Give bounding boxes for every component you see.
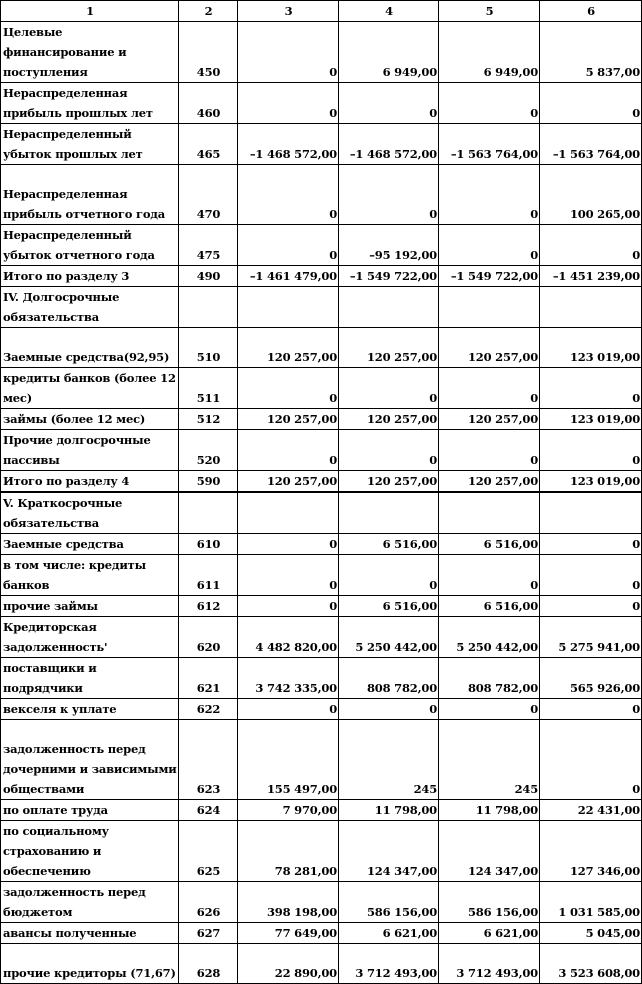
value-col-3: 120 257,00 xyxy=(238,409,339,430)
row-code: 590 xyxy=(179,471,238,493)
table-row xyxy=(1,266,642,287)
value-col-5: –1 563 764,00 xyxy=(439,124,540,165)
row-code: 465 xyxy=(179,124,238,165)
value-col-5: –1 549 722,00 xyxy=(439,266,540,287)
table-row xyxy=(1,821,642,882)
value-col-3: 22 890,00 xyxy=(238,944,339,984)
value-col-6 xyxy=(540,287,642,328)
table-row xyxy=(1,617,642,658)
value-col-4: 0 xyxy=(339,83,439,124)
value-col-5: 3 712 493,00 xyxy=(439,944,540,984)
value-col-4: 124 347,00 xyxy=(339,821,439,882)
table-row xyxy=(1,596,642,617)
value-col-6: 0 xyxy=(540,83,642,124)
value-col-4: 6 949,00 xyxy=(339,22,439,83)
row-code: 612 xyxy=(179,596,238,617)
value-col-5: 0 xyxy=(439,555,540,596)
table-row xyxy=(1,287,642,328)
value-col-4: –95 192,00 xyxy=(339,225,439,266)
value-col-3: 0 xyxy=(238,83,339,124)
row-name: прочие кредиторы (71,67) xyxy=(1,944,179,984)
value-col-6: 123 019,00 xyxy=(540,409,642,430)
row-name: Нераспределенный убыток прошлых лет xyxy=(1,124,179,165)
value-col-5: 120 257,00 xyxy=(439,328,540,368)
table-row xyxy=(1,430,642,471)
row-code: 511 xyxy=(179,368,238,409)
row-code: 520 xyxy=(179,430,238,471)
value-col-3: –1 468 572,00 xyxy=(238,124,339,165)
header-cell: 4 xyxy=(339,1,439,22)
row-code: 450 xyxy=(179,22,238,83)
value-col-6: 0 xyxy=(540,225,642,266)
row-name: авансы полученные xyxy=(1,923,179,944)
value-col-3: 120 257,00 xyxy=(238,328,339,368)
table-row xyxy=(1,225,642,266)
table-row xyxy=(1,944,642,984)
row-code: 622 xyxy=(179,699,238,720)
value-col-3: 77 649,00 xyxy=(238,923,339,944)
value-col-4: 586 156,00 xyxy=(339,882,439,923)
row-code xyxy=(179,492,238,534)
value-col-6: 565 926,00 xyxy=(540,658,642,699)
value-col-5: 586 156,00 xyxy=(439,882,540,923)
row-name: Нераспределенная прибыль отчетного года xyxy=(1,165,179,225)
value-col-5: 0 xyxy=(439,83,540,124)
value-col-5: 124 347,00 xyxy=(439,821,540,882)
value-col-6: 0 xyxy=(540,555,642,596)
value-col-5 xyxy=(439,492,540,534)
row-code: 625 xyxy=(179,821,238,882)
table-row xyxy=(1,409,642,430)
value-col-4: 6 516,00 xyxy=(339,596,439,617)
value-col-6: 22 431,00 xyxy=(540,800,642,821)
value-col-4: 120 257,00 xyxy=(339,328,439,368)
value-col-5: 6 949,00 xyxy=(439,22,540,83)
row-name: в том числе: кредиты банков xyxy=(1,555,179,596)
table-row xyxy=(1,83,642,124)
value-col-3: 7 970,00 xyxy=(238,800,339,821)
header-cell: 3 xyxy=(238,1,339,22)
value-col-4: 6 516,00 xyxy=(339,534,439,555)
value-col-4: 120 257,00 xyxy=(339,471,439,493)
value-col-5: 0 xyxy=(439,699,540,720)
value-col-4 xyxy=(339,492,439,534)
value-col-4: –1 549 722,00 xyxy=(339,266,439,287)
table-row xyxy=(1,22,642,83)
row-name: Целевые финансирование и поступления xyxy=(1,22,179,83)
value-col-4: 245 xyxy=(339,720,439,800)
table-row xyxy=(1,923,642,944)
row-name: прочие займы xyxy=(1,596,179,617)
row-name: кредиты банков (более 12 мес) xyxy=(1,368,179,409)
table-row xyxy=(1,165,642,225)
row-code: 610 xyxy=(179,534,238,555)
value-col-3: 3 742 335,00 xyxy=(238,658,339,699)
row-name: векселя к уплате xyxy=(1,699,179,720)
value-col-6: 127 346,00 xyxy=(540,821,642,882)
value-col-6: 0 xyxy=(540,430,642,471)
table-row xyxy=(1,534,642,555)
value-col-4: 0 xyxy=(339,368,439,409)
row-name: Заемные средства xyxy=(1,534,179,555)
value-col-4: 0 xyxy=(339,165,439,225)
row-name: Кредиторская задолженность' xyxy=(1,617,179,658)
value-col-6: 0 xyxy=(540,368,642,409)
value-col-3: 0 xyxy=(238,368,339,409)
value-col-3: 0 xyxy=(238,596,339,617)
value-col-6: 0 xyxy=(540,534,642,555)
table-row xyxy=(1,368,642,409)
table-row xyxy=(1,492,642,534)
row-code: 623 xyxy=(179,720,238,800)
value-col-5: 808 782,00 xyxy=(439,658,540,699)
table-row xyxy=(1,800,642,821)
table-row xyxy=(1,699,642,720)
value-col-5: 245 xyxy=(439,720,540,800)
row-code: 510 xyxy=(179,328,238,368)
value-col-6: 5 275 941,00 xyxy=(540,617,642,658)
value-col-4 xyxy=(339,287,439,328)
value-col-5: 120 257,00 xyxy=(439,409,540,430)
value-col-5: 0 xyxy=(439,368,540,409)
value-col-6 xyxy=(540,492,642,534)
value-col-4: 5 250 442,00 xyxy=(339,617,439,658)
row-name: V. Краткосрочные обязательства xyxy=(1,492,179,534)
value-col-3: 78 281,00 xyxy=(238,821,339,882)
row-code: 490 xyxy=(179,266,238,287)
row-code: 475 xyxy=(179,225,238,266)
header-cell: 5 xyxy=(439,1,540,22)
value-col-3: 398 198,00 xyxy=(238,882,339,923)
row-code: 470 xyxy=(179,165,238,225)
value-col-5: 6 516,00 xyxy=(439,596,540,617)
table-row xyxy=(1,124,642,165)
row-name: займы (более 12 мес) xyxy=(1,409,179,430)
value-col-6: 123 019,00 xyxy=(540,328,642,368)
value-col-3: –1 461 479,00 xyxy=(238,266,339,287)
value-col-6: 1 031 585,00 xyxy=(540,882,642,923)
row-code: 621 xyxy=(179,658,238,699)
value-col-3 xyxy=(238,287,339,328)
value-col-3: 0 xyxy=(238,430,339,471)
value-col-6: 0 xyxy=(540,720,642,800)
value-col-3: 0 xyxy=(238,225,339,266)
row-name: задолженность перед бюджетом xyxy=(1,882,179,923)
value-col-5 xyxy=(439,287,540,328)
value-col-5: 11 798,00 xyxy=(439,800,540,821)
value-col-3: 0 xyxy=(238,555,339,596)
row-name: Итого по разделу 3 xyxy=(1,266,179,287)
value-col-6: 0 xyxy=(540,596,642,617)
header-cell: 2 xyxy=(179,1,238,22)
table-row xyxy=(1,471,642,493)
row-code: 620 xyxy=(179,617,238,658)
value-col-6: 5 045,00 xyxy=(540,923,642,944)
row-code: 627 xyxy=(179,923,238,944)
value-col-5: 120 257,00 xyxy=(439,471,540,493)
value-col-6: 5 837,00 xyxy=(540,22,642,83)
row-name: по социальному страхованию и обеспечению xyxy=(1,821,179,882)
value-col-3: 0 xyxy=(238,699,339,720)
value-col-3: 0 xyxy=(238,534,339,555)
table-row xyxy=(1,720,642,800)
value-col-6: 0 xyxy=(540,699,642,720)
value-col-5: 6 516,00 xyxy=(439,534,540,555)
value-col-5: 6 621,00 xyxy=(439,923,540,944)
row-name: Нераспределенный убыток отчетного года xyxy=(1,225,179,266)
value-col-5: 0 xyxy=(439,225,540,266)
row-name: задолженность перед дочерними и зависимыми обществами xyxy=(1,720,179,800)
value-col-4: 808 782,00 xyxy=(339,658,439,699)
value-col-5: 0 xyxy=(439,165,540,225)
row-name: Нераспределенная прибыль прошлых лет xyxy=(1,83,179,124)
value-col-5: 0 xyxy=(439,430,540,471)
row-code: 628 xyxy=(179,944,238,984)
value-col-3: 155 497,00 xyxy=(238,720,339,800)
header-cell: 6 xyxy=(540,1,642,22)
value-col-3: 0 xyxy=(238,22,339,83)
value-col-6: –1 451 239,00 xyxy=(540,266,642,287)
value-col-4: 0 xyxy=(339,555,439,596)
value-col-4: –1 468 572,00 xyxy=(339,124,439,165)
value-col-4: 120 257,00 xyxy=(339,409,439,430)
header-cell: 1 xyxy=(1,1,179,22)
row-code: 611 xyxy=(179,555,238,596)
value-col-5: 5 250 442,00 xyxy=(439,617,540,658)
value-col-3: 0 xyxy=(238,165,339,225)
value-col-3 xyxy=(238,492,339,534)
row-code: 626 xyxy=(179,882,238,923)
table-body xyxy=(1,22,642,984)
value-col-4: 0 xyxy=(339,699,439,720)
table-row xyxy=(1,658,642,699)
value-col-4: 6 621,00 xyxy=(339,923,439,944)
value-col-4: 0 xyxy=(339,430,439,471)
row-code: 460 xyxy=(179,83,238,124)
table-row xyxy=(1,328,642,368)
row-name: поставщики и подрядчики xyxy=(1,658,179,699)
table-row xyxy=(1,882,642,923)
row-name: Итого по разделу 4 xyxy=(1,471,179,493)
value-col-4: 11 798,00 xyxy=(339,800,439,821)
row-name: Заемные средства(92,95) xyxy=(1,328,179,368)
value-col-3: 120 257,00 xyxy=(238,471,339,493)
row-name: Прочие долгосрочные пассивы xyxy=(1,430,179,471)
table-row xyxy=(1,555,642,596)
row-name: IV. Долгосрочные обязательства xyxy=(1,287,179,328)
value-col-6: 123 019,00 xyxy=(540,471,642,493)
row-code: 512 xyxy=(179,409,238,430)
header-row xyxy=(1,1,642,22)
value-col-4: 3 712 493,00 xyxy=(339,944,439,984)
value-col-6: –1 563 764,00 xyxy=(540,124,642,165)
row-name: по оплате труда xyxy=(1,800,179,821)
row-code: 624 xyxy=(179,800,238,821)
value-col-6: 100 265,00 xyxy=(540,165,642,225)
row-code xyxy=(179,287,238,328)
value-col-3: 4 482 820,00 xyxy=(238,617,339,658)
value-col-6: 3 523 608,00 xyxy=(540,944,642,984)
